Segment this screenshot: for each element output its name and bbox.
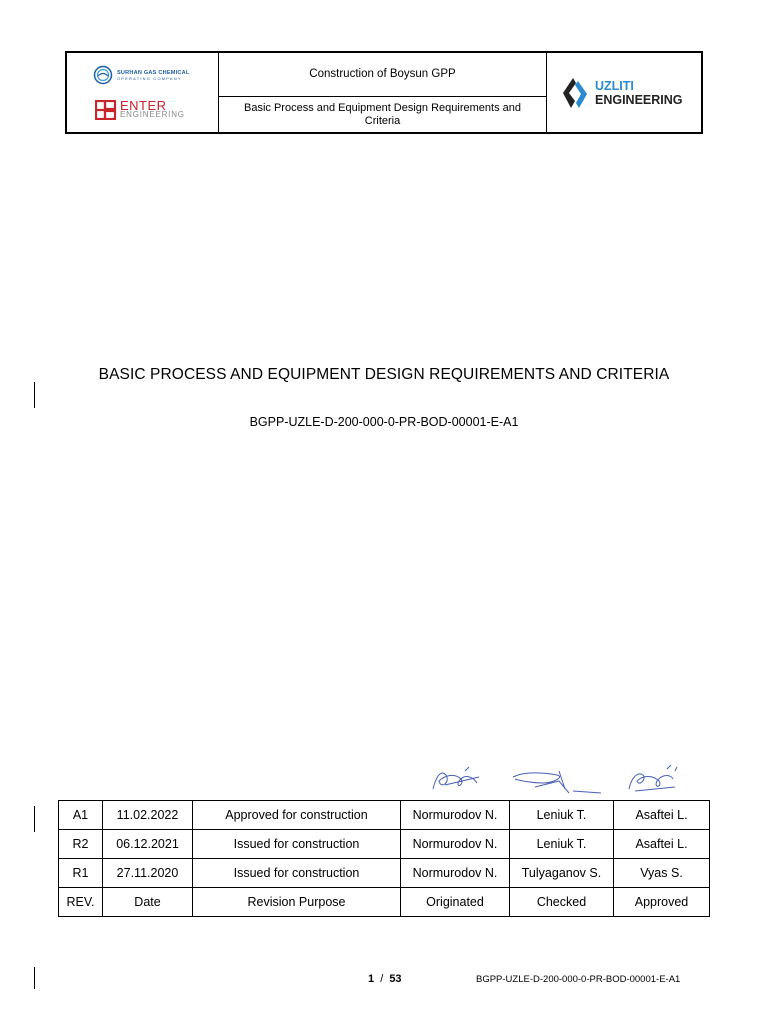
uzliti-logo-line1: UZLITI bbox=[595, 79, 634, 93]
enter-emblem-icon bbox=[95, 100, 117, 120]
originated-cell: Normurodov N. bbox=[401, 859, 510, 888]
enter-logo bbox=[95, 100, 185, 120]
project-title: Construction of Boysun GPP bbox=[219, 53, 546, 97]
document-code: BGPP-UZLE-D-200-000-0-PR-BOD-00001-E-A1 bbox=[249, 415, 519, 429]
table-row bbox=[59, 859, 710, 888]
purpose-cell: Approved for construction bbox=[193, 801, 401, 830]
revision-table bbox=[58, 800, 710, 917]
uzliti-logo-line2: ENGINEERING bbox=[595, 93, 683, 107]
header-originated: Originated bbox=[401, 888, 510, 917]
date-cell: 27.11.2020 bbox=[103, 859, 193, 888]
document-subtitle: Basic Process and Equipment Design Requirements and Criteria bbox=[244, 101, 521, 127]
client-logos bbox=[67, 53, 219, 132]
approved-cell: Asaftei L. bbox=[614, 801, 710, 830]
checked-cell: Tulyaganov S. bbox=[510, 859, 614, 888]
page-number bbox=[368, 973, 402, 985]
signature-checked bbox=[513, 771, 601, 793]
header-purpose: Revision Purpose bbox=[193, 888, 401, 917]
surhan-emblem-icon bbox=[93, 65, 113, 85]
header-rev: REV. bbox=[59, 888, 103, 917]
table-header-row bbox=[59, 888, 710, 917]
header-titles bbox=[219, 53, 547, 132]
rev-cell: A1 bbox=[59, 801, 103, 830]
signature-approved bbox=[629, 765, 677, 791]
revision-change-bar bbox=[34, 382, 35, 408]
header-date: Date bbox=[103, 888, 193, 917]
checked-cell: Leniuk T. bbox=[510, 830, 614, 859]
uzliti-emblem-icon bbox=[559, 75, 591, 111]
total-pages: 53 bbox=[389, 973, 402, 985]
table-row bbox=[59, 801, 710, 830]
current-page: 1 bbox=[368, 973, 375, 985]
signatures bbox=[425, 763, 685, 799]
enter-logo-line1: ENTER bbox=[120, 98, 167, 113]
revision-change-bar bbox=[34, 967, 35, 989]
surhan-logo-line2: OPERATING COMPANY bbox=[117, 75, 182, 81]
approved-cell: Vyas S. bbox=[614, 859, 710, 888]
purpose-cell: Issued for construction bbox=[193, 830, 401, 859]
header-checked: Checked bbox=[510, 888, 614, 917]
originated-cell: Normurodov N. bbox=[401, 830, 510, 859]
revision-change-bar bbox=[34, 806, 35, 832]
rev-cell: R2 bbox=[59, 830, 103, 859]
date-cell: 11.02.2022 bbox=[103, 801, 193, 830]
surhan-logo-line1: SURHAN GAS CHEMICAL bbox=[117, 69, 190, 76]
checked-cell: Leniuk T. bbox=[510, 801, 614, 830]
approved-cell: Asaftei L. bbox=[614, 830, 710, 859]
document-header bbox=[65, 51, 703, 134]
footer-document-code: BGPP-UZLE-D-200-000-0-PR-BOD-00001-E-A1 bbox=[476, 974, 681, 985]
enter-logo-line2: ENGINEERING bbox=[120, 110, 185, 119]
contractor-logo-cell bbox=[547, 53, 701, 132]
rev-cell: R1 bbox=[59, 859, 103, 888]
document-title: BASIC PROCESS AND EQUIPMENT DESIGN REQUIREMENTS AND CRITERIA bbox=[98, 366, 670, 383]
purpose-cell: Issued for construction bbox=[193, 859, 401, 888]
header-approved: Approved bbox=[614, 888, 710, 917]
page-separator: / bbox=[380, 973, 384, 985]
originated-cell: Normurodov N. bbox=[401, 801, 510, 830]
uzliti-logo bbox=[559, 75, 683, 111]
table-row bbox=[59, 830, 710, 859]
date-cell: 06.12.2021 bbox=[103, 830, 193, 859]
surhan-logo bbox=[93, 65, 189, 85]
signature-originated bbox=[433, 767, 479, 789]
